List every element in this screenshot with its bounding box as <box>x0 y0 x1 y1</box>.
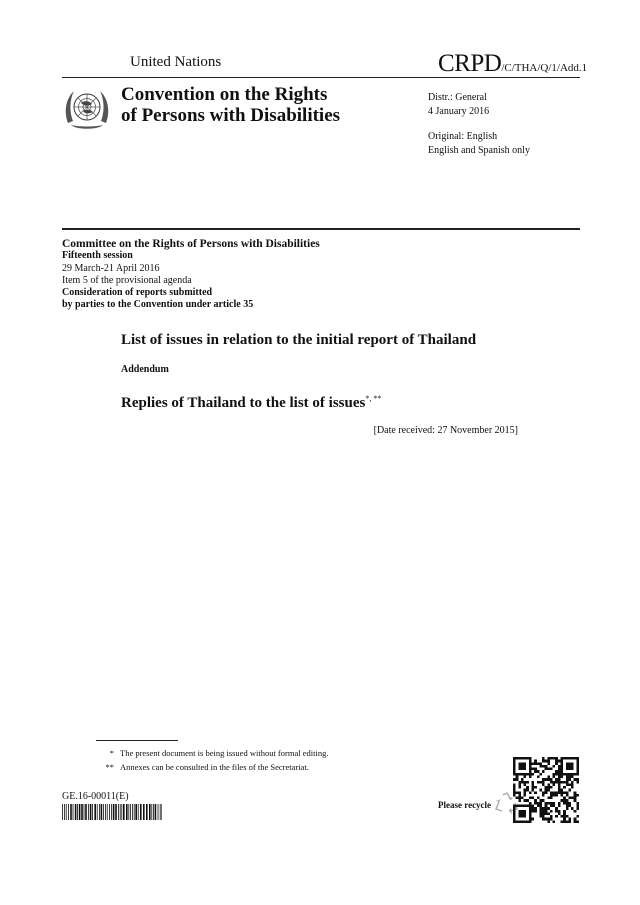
header-rule <box>62 77 580 78</box>
available-languages: English and Spanish only <box>428 145 530 156</box>
job-number: GE.16-00011(E) <box>62 791 129 802</box>
replies-title <box>121 394 381 412</box>
barcode-icon <box>62 804 162 820</box>
footnote-item <box>84 760 328 774</box>
original-language: Original: English <box>428 131 498 142</box>
footnote-mark: ** <box>105 762 114 772</box>
committee-block <box>62 238 320 312</box>
addendum-label: Addendum <box>121 364 169 375</box>
footnote-text: The present document is being issued without formal editing. <box>120 748 329 758</box>
agenda-topic-line2: by parties to the Convention under article 35 <box>62 299 254 311</box>
distribution-type: Distr.: General <box>428 92 487 103</box>
footnote-item <box>84 746 328 760</box>
document-title: List of issues in relation to the initial report of Thailand <box>121 332 477 348</box>
session-label: Fifteenth session <box>62 250 133 262</box>
document-symbol-suffix: /C/THA/Q/1/Add.1 <box>501 62 588 74</box>
footnote-text: Annexes can be consulted in the files of the Secretariat. <box>120 762 309 772</box>
organization-name: United Nations <box>130 54 222 70</box>
footnote-rule <box>96 740 178 741</box>
treaty-body-title <box>121 84 340 126</box>
agenda-topic-line1: Consideration of reports submitted <box>62 287 213 299</box>
agenda-item: Item 5 of the provisional agenda <box>62 274 192 286</box>
treaty-body-title-line2: of Persons with Disabilities <box>121 105 341 126</box>
date-received: [Date received: 27 November 2015] <box>373 425 518 436</box>
recycle-label: Please recycle <box>438 800 492 810</box>
document-symbol-main: CRPD <box>438 50 502 77</box>
treaty-body-title-line1: Convention on the Rights <box>121 84 328 105</box>
session-dates: 29 March-21 April 2016 <box>62 262 160 274</box>
qr-code-icon <box>513 757 579 823</box>
footnotes <box>84 746 328 774</box>
footnote-marks: *, ** <box>365 394 382 403</box>
replies-title-text: Replies of Thailand to the list of issues <box>121 395 366 411</box>
issue-date: 4 January 2016 <box>428 106 490 117</box>
distribution-info <box>428 91 530 158</box>
committee-name: Committee on the Rights of Persons with Disabilities <box>62 238 320 250</box>
document-symbol <box>438 50 587 78</box>
un-emblem-icon <box>62 83 112 133</box>
title-rule <box>62 228 580 230</box>
footnote-mark: * <box>109 748 114 758</box>
